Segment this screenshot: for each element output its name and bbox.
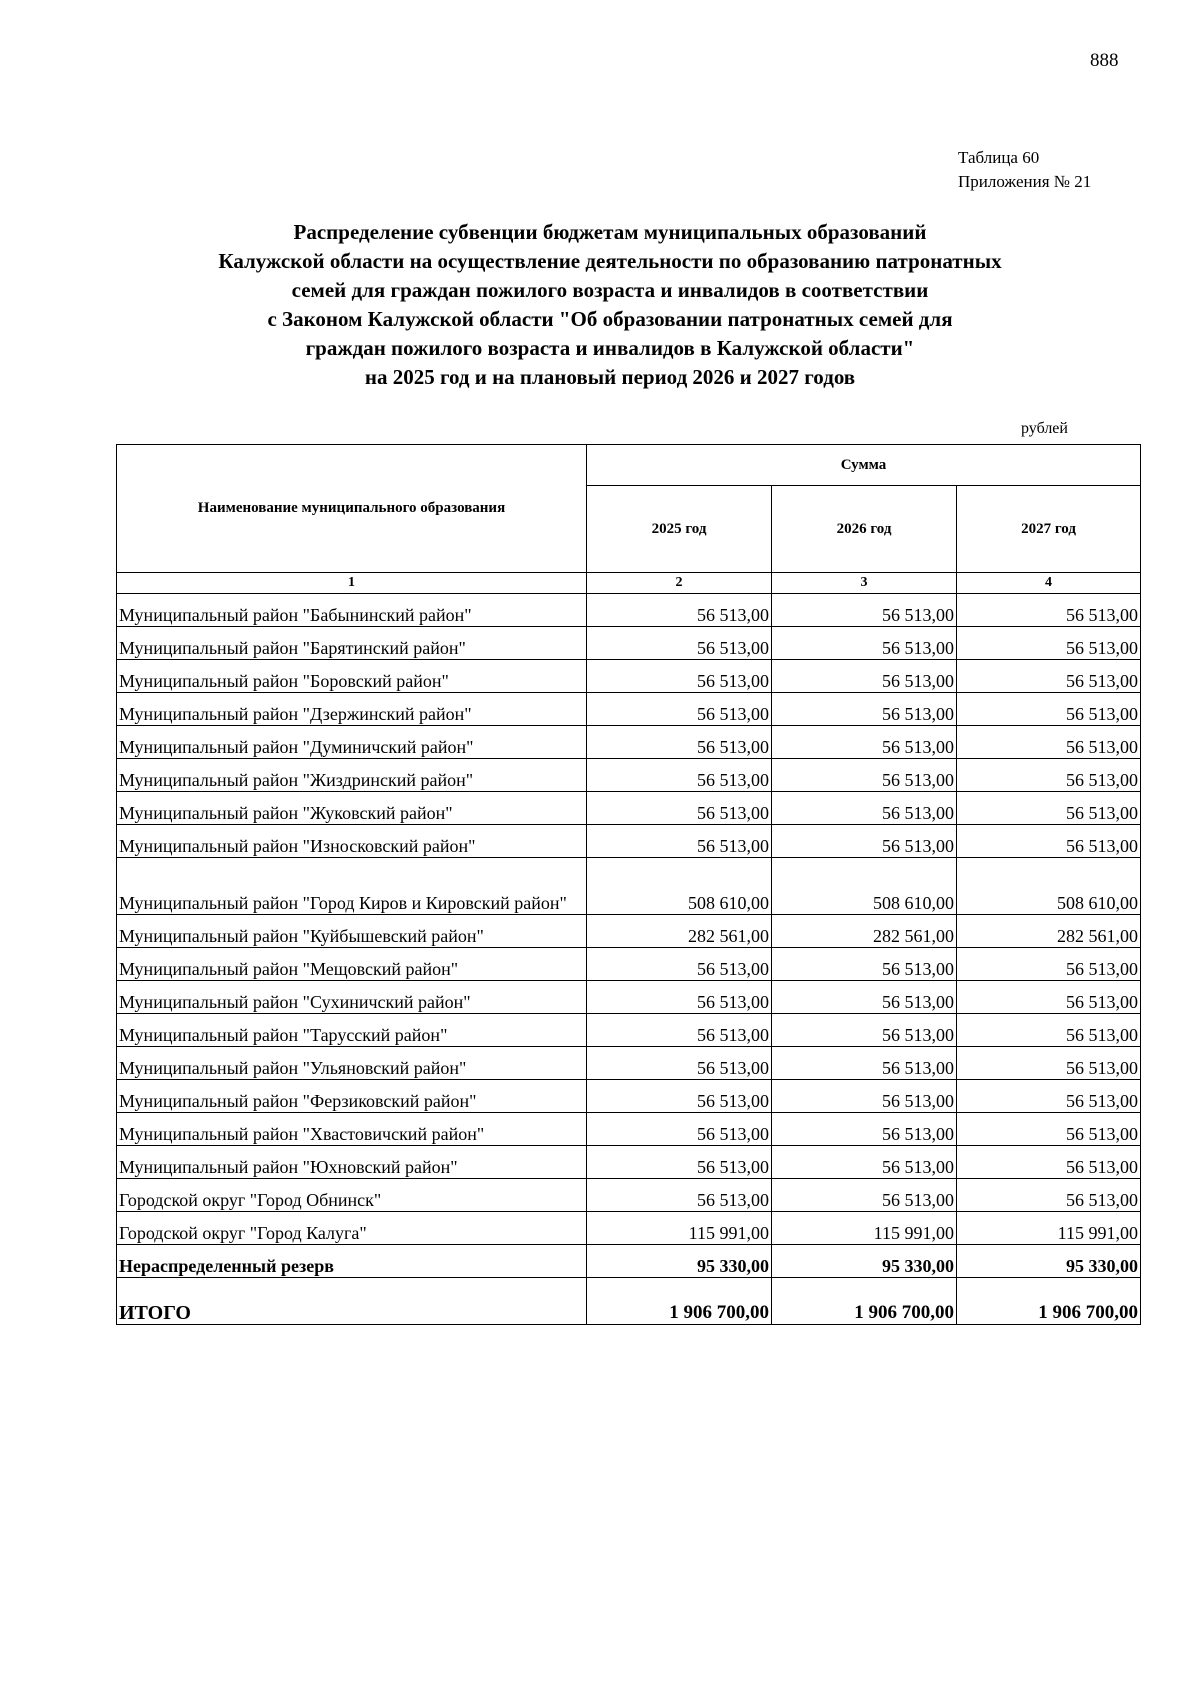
amount-2025: 56 513,00 xyxy=(587,1047,772,1080)
amount-2025: 115 991,00 xyxy=(587,1212,772,1245)
title-line: Калужской области на осуществление деятельности по образованию патронатных xyxy=(218,249,1002,273)
column-number: 4 xyxy=(957,573,1141,594)
table-reference xyxy=(958,146,1091,194)
amount-2026: 56 513,00 xyxy=(772,1113,957,1146)
municipality-name: Муниципальный район "Ферзиковский район" xyxy=(117,1080,587,1113)
header-year-2027: 2027 год xyxy=(957,486,1141,573)
municipality-name: Муниципальный район "Город Киров и Кировский район" xyxy=(117,858,587,915)
table-row xyxy=(117,858,1141,915)
table-ref-line-2: Приложения № 21 xyxy=(958,172,1092,191)
amount-2027: 56 513,00 xyxy=(957,1014,1141,1047)
amount-2026: 56 513,00 xyxy=(772,1047,957,1080)
municipality-name: Муниципальный район "Износковский район" xyxy=(117,825,587,858)
amount-2026: 56 513,00 xyxy=(772,594,957,627)
amount-2026: 56 513,00 xyxy=(772,948,957,981)
table-row xyxy=(117,627,1141,660)
amount-2027: 56 513,00 xyxy=(957,1179,1141,1212)
table-row xyxy=(117,1212,1141,1245)
table-body xyxy=(117,594,1141,1325)
amount-2027: 115 991,00 xyxy=(957,1212,1141,1245)
municipality-name: Муниципальный район "Сухиничский район" xyxy=(117,981,587,1014)
municipality-name: Муниципальный район "Юхновский район" xyxy=(117,1146,587,1179)
amount-2025: 56 513,00 xyxy=(587,1080,772,1113)
municipality-name: Муниципальный район "Барятинский район" xyxy=(117,627,587,660)
amount-2027: 56 513,00 xyxy=(957,981,1141,1014)
amount-2027: 282 561,00 xyxy=(957,915,1141,948)
amount-2027: 56 513,00 xyxy=(957,759,1141,792)
amount-2025: 282 561,00 xyxy=(587,915,772,948)
amount-2026: 1 906 700,00 xyxy=(772,1278,957,1325)
municipality-name: Муниципальный район "Куйбышевский район" xyxy=(117,915,587,948)
municipality-name: Нераспределенный резерв xyxy=(117,1245,587,1278)
table-ref-line-1: Таблица 60 xyxy=(958,148,1040,167)
amount-2025: 95 330,00 xyxy=(587,1245,772,1278)
title-line: Распределение субвенции бюджетам муниципальных образований xyxy=(293,220,927,244)
amount-2027: 1 906 700,00 xyxy=(957,1278,1141,1325)
table-row xyxy=(117,1014,1141,1047)
amount-2025: 1 906 700,00 xyxy=(587,1278,772,1325)
amount-2026: 56 513,00 xyxy=(772,627,957,660)
amount-2027: 56 513,00 xyxy=(957,693,1141,726)
amount-2027: 56 513,00 xyxy=(957,1146,1141,1179)
municipality-name: Муниципальный район "Жиздринский район" xyxy=(117,759,587,792)
table-row xyxy=(117,726,1141,759)
amount-2026: 56 513,00 xyxy=(772,825,957,858)
table-row xyxy=(117,1080,1141,1113)
table-row xyxy=(117,594,1141,627)
amount-2025: 56 513,00 xyxy=(587,660,772,693)
amount-2025: 56 513,00 xyxy=(587,948,772,981)
amount-2026: 56 513,00 xyxy=(772,726,957,759)
title-line: на 2025 год и на плановый период 2026 и 2027 годов xyxy=(364,365,856,389)
amount-2027: 56 513,00 xyxy=(957,1113,1141,1146)
column-number: 3 xyxy=(772,573,957,594)
municipality-name: Муниципальный район "Боровский район" xyxy=(117,660,587,693)
total-row xyxy=(117,1278,1141,1325)
table-row xyxy=(117,825,1141,858)
amount-2027: 56 513,00 xyxy=(957,660,1141,693)
amount-2025: 56 513,00 xyxy=(587,759,772,792)
header-sum: Сумма xyxy=(587,445,1141,486)
header-name: Наименование муниципального образования xyxy=(117,445,587,573)
amount-2026: 95 330,00 xyxy=(772,1245,957,1278)
amount-2026: 56 513,00 xyxy=(772,1080,957,1113)
amount-2025: 56 513,00 xyxy=(587,792,772,825)
column-number: 2 xyxy=(587,573,772,594)
municipality-name: Муниципальный район "Мещовский район" xyxy=(117,948,587,981)
municipality-name: Муниципальный район "Ульяновский район" xyxy=(117,1047,587,1080)
table-row xyxy=(117,759,1141,792)
municipality-name: Муниципальный район "Дзержинский район" xyxy=(117,693,587,726)
amount-2025: 56 513,00 xyxy=(587,981,772,1014)
page-number: 888 xyxy=(1090,50,1119,71)
amount-2027: 95 330,00 xyxy=(957,1245,1141,1278)
amount-2025: 56 513,00 xyxy=(587,726,772,759)
amount-2025: 508 610,00 xyxy=(587,858,772,915)
amount-2025: 56 513,00 xyxy=(587,693,772,726)
amount-2026: 56 513,00 xyxy=(772,660,957,693)
amount-2027: 56 513,00 xyxy=(957,1047,1141,1080)
title-line: граждан пожилого возраста и инвалидов в Калужской области" xyxy=(305,336,915,360)
table-row xyxy=(117,792,1141,825)
column-number: 1 xyxy=(117,573,587,594)
table-row xyxy=(117,948,1141,981)
table-row xyxy=(117,1179,1141,1212)
table-row xyxy=(117,915,1141,948)
document-title xyxy=(130,218,1090,392)
reserve-row xyxy=(117,1245,1141,1278)
amount-2027: 56 513,00 xyxy=(957,594,1141,627)
subvention-table xyxy=(116,444,1141,1325)
amount-2026: 56 513,00 xyxy=(772,1146,957,1179)
header-year-2025: 2025 год xyxy=(587,486,772,573)
municipality-name: Муниципальный район "Тарусский район" xyxy=(117,1014,587,1047)
amount-2026: 56 513,00 xyxy=(772,759,957,792)
amount-2025: 56 513,00 xyxy=(587,1113,772,1146)
municipality-name: Муниципальный район "Жуковский район" xyxy=(117,792,587,825)
amount-2027: 56 513,00 xyxy=(957,792,1141,825)
amount-2027: 56 513,00 xyxy=(957,948,1141,981)
title-line: с Законом Калужской области "Об образовании патронатных семей для xyxy=(267,307,953,331)
header-year-2026: 2026 год xyxy=(772,486,957,573)
amount-2026: 56 513,00 xyxy=(772,792,957,825)
municipality-name: Городской округ "Город Калуга" xyxy=(117,1212,587,1245)
table-row xyxy=(117,693,1141,726)
municipality-name: ИТОГО xyxy=(117,1278,587,1325)
amount-2026: 508 610,00 xyxy=(772,858,957,915)
amount-2027: 56 513,00 xyxy=(957,726,1141,759)
amount-2026: 56 513,00 xyxy=(772,981,957,1014)
amount-2026: 56 513,00 xyxy=(772,1014,957,1047)
amount-2026: 56 513,00 xyxy=(772,693,957,726)
table-row xyxy=(117,1146,1141,1179)
amount-2027: 508 610,00 xyxy=(957,858,1141,915)
amount-2027: 56 513,00 xyxy=(957,627,1141,660)
amount-2027: 56 513,00 xyxy=(957,1080,1141,1113)
municipality-name: Городской округ "Город Обнинск" xyxy=(117,1179,587,1212)
amount-2026: 115 991,00 xyxy=(772,1212,957,1245)
amount-2026: 282 561,00 xyxy=(772,915,957,948)
table-row xyxy=(117,1113,1141,1146)
amount-2025: 56 513,00 xyxy=(587,825,772,858)
table-row xyxy=(117,1047,1141,1080)
title-line: семей для граждан пожилого возраста и инвалидов в соответствии xyxy=(291,278,929,302)
municipality-name: Муниципальный район "Хвастовичский район" xyxy=(117,1113,587,1146)
amount-2025: 56 513,00 xyxy=(587,1146,772,1179)
amount-2026: 56 513,00 xyxy=(772,1179,957,1212)
table-row xyxy=(117,660,1141,693)
amount-2027: 56 513,00 xyxy=(957,825,1141,858)
amount-2025: 56 513,00 xyxy=(587,1179,772,1212)
amount-2025: 56 513,00 xyxy=(587,594,772,627)
units-label: рублей xyxy=(1021,420,1068,437)
table-row xyxy=(117,981,1141,1014)
municipality-name: Муниципальный район "Думиничский район" xyxy=(117,726,587,759)
amount-2025: 56 513,00 xyxy=(587,627,772,660)
amount-2025: 56 513,00 xyxy=(587,1014,772,1047)
municipality-name: Муниципальный район "Бабынинский район" xyxy=(117,594,587,627)
